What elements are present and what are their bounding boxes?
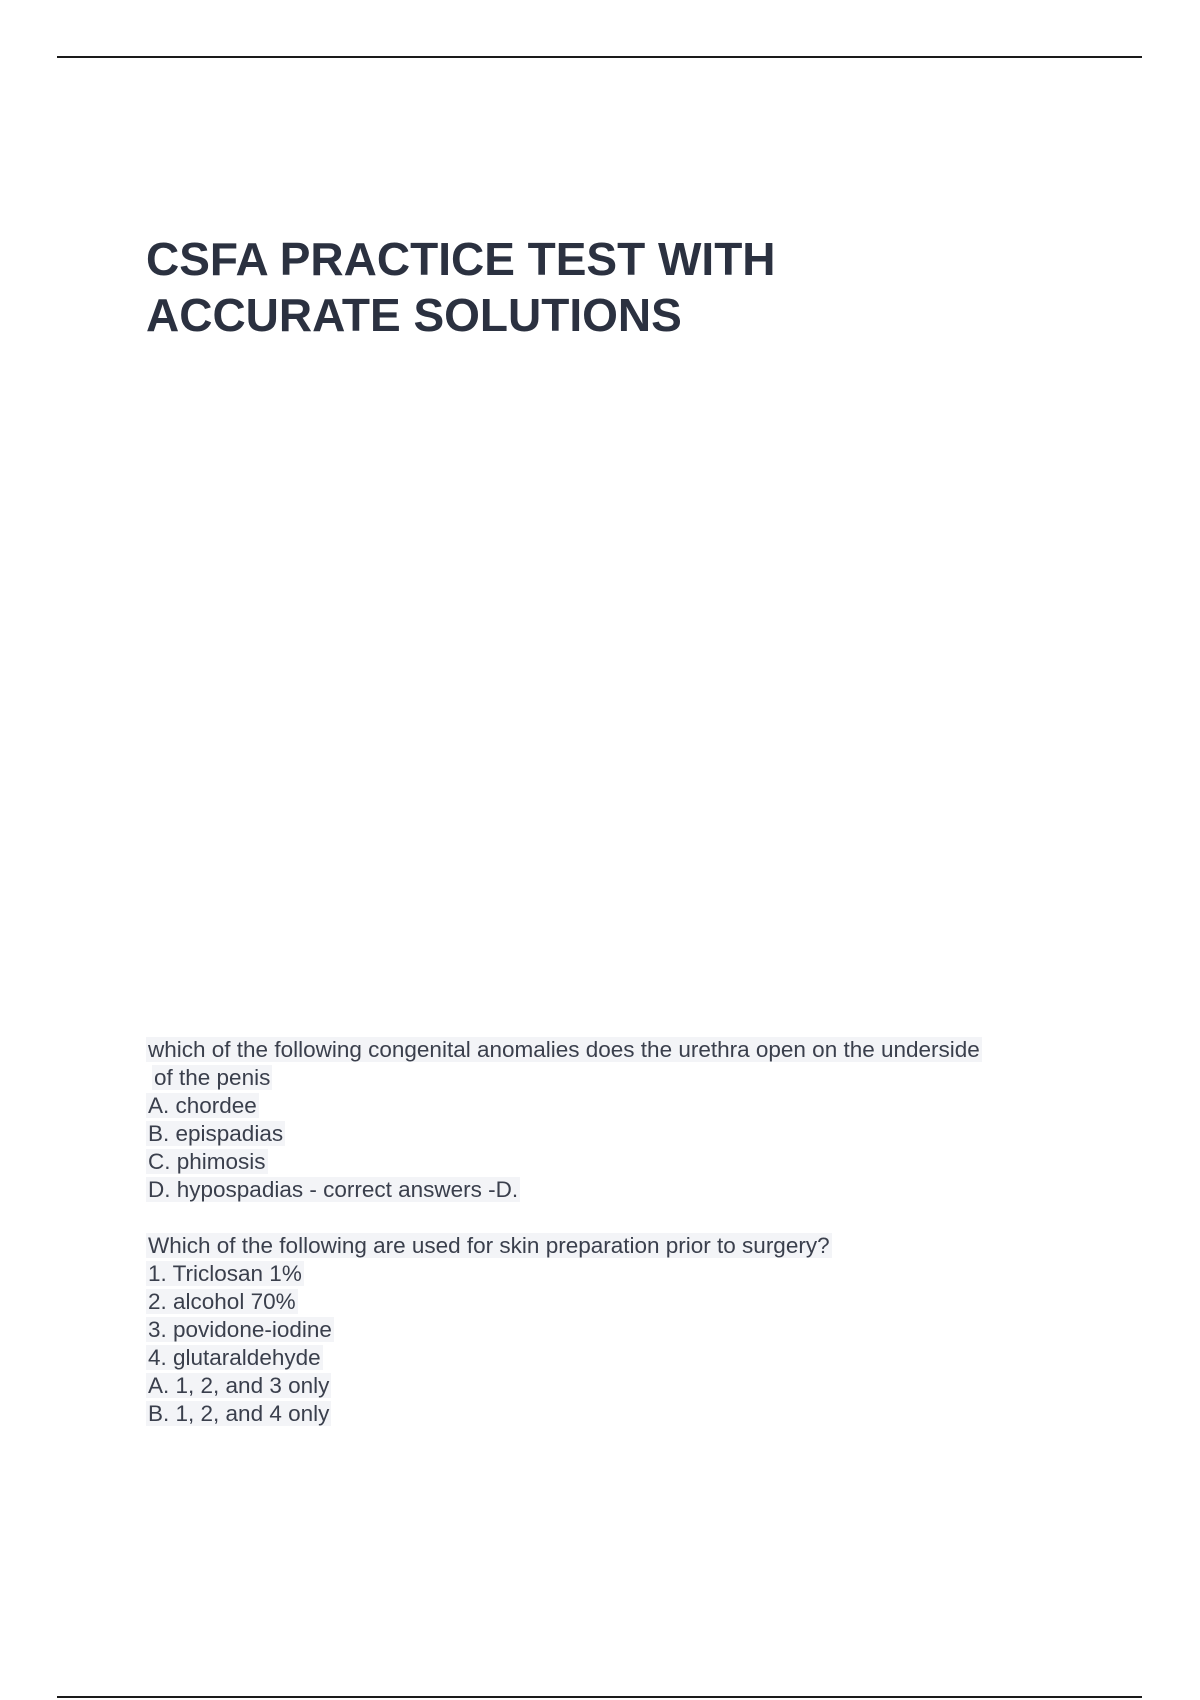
- document-title: [146, 231, 1046, 343]
- footer-rule: [57, 1696, 1142, 1698]
- question-text: which of the following congenital anomalies does the urethra open on the underside: [148, 1037, 980, 1062]
- numbered-item: 4. glutaraldehyde: [148, 1345, 321, 1370]
- question-block-2: [146, 1232, 1076, 1428]
- answer-option: B. epispadias: [148, 1121, 284, 1146]
- answer-option: A. 1, 2, and 3 only: [148, 1373, 330, 1398]
- answer-option: B. 1, 2, and 4 only: [148, 1401, 330, 1426]
- numbered-item: 1. Triclosan 1%: [148, 1261, 302, 1286]
- question-block-1: [146, 1036, 1076, 1204]
- title-line-1: CSFA PRACTICE TEST WITH: [146, 233, 776, 285]
- answer-option-with-solution: D. hypospadias - correct answers -D.: [148, 1177, 519, 1202]
- answer-option: C. phimosis: [148, 1149, 266, 1174]
- title-line-2: ACCURATE SOLUTIONS: [146, 289, 682, 341]
- numbered-item: 2. alcohol 70%: [148, 1289, 296, 1314]
- question-text: Which of the following are used for skin preparation prior to surgery?: [148, 1233, 830, 1258]
- header-rule: [57, 56, 1142, 58]
- question-text-continued: of the penis: [154, 1065, 271, 1090]
- question-list: [146, 1036, 1076, 1428]
- answer-option: A. chordee: [148, 1093, 257, 1118]
- numbered-item: 3. povidone-iodine: [148, 1317, 332, 1342]
